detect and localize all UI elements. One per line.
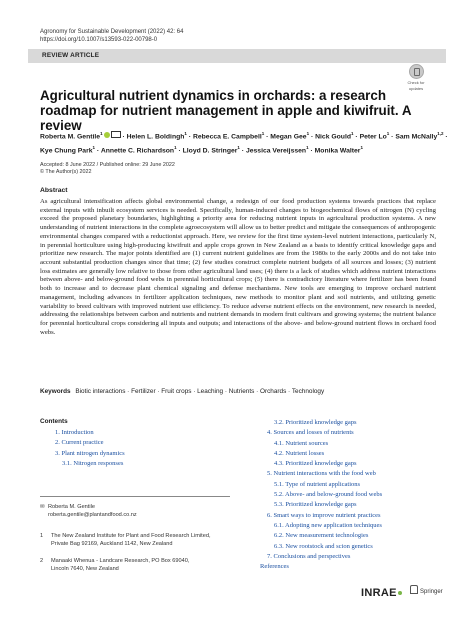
copyright-notice: © The Author(s) 2022 — [40, 169, 92, 175]
author-name[interactable]: Peter Lo — [359, 133, 387, 141]
toc-entry[interactable]: 4. Sources and losses of nutrients — [267, 429, 354, 437]
author-name[interactable]: Helen L. Boldingh — [126, 133, 185, 141]
toc-entry[interactable]: 3. Plant nitrogen dynamics — [55, 449, 125, 457]
affiliation-line: The New Zealand Institute for Plant and Food Research Limited, — [51, 533, 211, 539]
doi-link[interactable]: https://doi.org/10.1007/s13593-022-00798-0 — [40, 37, 158, 43]
article-type: REVIEW ARTICLE — [42, 52, 100, 59]
check-for-updates-badge[interactable] — [403, 64, 429, 91]
author-affiliation-marker: 1 — [306, 144, 309, 150]
keywords — [40, 388, 440, 395]
inrae-wordmark: INRAE — [361, 587, 397, 599]
keywords-list: Biotic interactions · Fertilizer · Fruit crops · Leaching · Nutrients · Orchards · Technology — [75, 388, 325, 395]
author-affiliation-marker: 1 — [261, 131, 265, 136]
toc-entry[interactable]: 5.2. Above- and below-ground food webs — [274, 491, 383, 499]
springer-horse-icon — [410, 585, 418, 594]
author-name[interactable]: Nick Gould — [315, 133, 352, 141]
author-affiliation-marker: 1 — [237, 144, 240, 150]
crossmark-label-2: updates — [408, 86, 424, 91]
toc-entry[interactable]: 6.3. New rootstock and scion genetics — [274, 542, 373, 550]
accepted-published-dates: Accepted: 8 June 2022 / Published online: 29 June 2022 — [40, 162, 175, 168]
author-name[interactable]: Monika Walter — [314, 147, 361, 155]
toc-entry[interactable]: 3.1. Nitrogen responses — [62, 459, 124, 467]
affiliation-line: Lincoln 7640, New Zealand — [51, 566, 119, 572]
author-affiliation-marker: 1 — [306, 131, 310, 136]
affiliation-1 — [40, 532, 211, 548]
abstract-text: As agricultural intensification affects global environmental change, a redesign of our food production systems towards practices that replace external inputs with inbuilt ecosystem services is needed. Specifically, human-induced changes to biogeochemical flows of nitrogen (N) cycling exceed the proposed planetary boundaries, highlighting a priority area for reducing nutrient inputs in agricultural production systems. A new understanding of nutrient interactions in the complete agroecosystem will allow us to better predict and mitigate the consequences of anthropogenic environmental changes compared with a reductionist approach. Here, we review for the first time system-level nutrient interactions, particularly N, in perennial horticulture using high-producing kiwifruit and apple crops grown in New Zealand as a basis to identify critical knowledge gaps and prioritize new research. The major points identified are (1) current nutrient guidelines are from the 1980s to the early 2000s and do not take into account substantial production changes since that time; (2) few studies construct complete nutrient budgets of all sources and losses; (3) nutrient loss estimates are generally low relative to those from other agricultural land uses; (4) there is a lack of studies which address nutrient interactions between above- and below-ground food webs in perennial horticultural crops; (5) there is contradictory literature where fertilizer has been found both to increase and to decrease plant chemical signaling and defense mechanisms. New tools are emerging to improve orchard nutrient management, including advances in fertilizer application techniques, new methods to monitor plant and soil nutrients, and utilizing genetic variability to breed cultivars with improved nutrient use efficiency. To reduce adverse nutrient effects on the environment, new research is needed, addressing the relationships between carbon and nutrients and nutrient demands in modern fruit cultivars and growing systems; the nutrient balance for perennial horticultural crops considering all inputs and outputs; and interactions of the above- and below-ground nutrient flows in orchard food webs. — [40, 198, 436, 336]
author-name[interactable]: Jessica Vereijssen — [245, 147, 307, 155]
toc-column-2 — [260, 418, 382, 572]
correspondence-email[interactable]: roberta.gentile@plantandfood.co.nz — [48, 512, 137, 518]
author-affiliation-marker: 1 — [100, 131, 103, 136]
author-affiliation-marker: 1 — [174, 144, 177, 150]
affiliation-number: 1 — [40, 533, 44, 539]
article-title: Agricultural nutrient dynamics in orchards: a research roadmap for nutrient management in apple and kiwifruit. A review — [40, 88, 412, 133]
author-name[interactable]: Kye Chung Park — [40, 147, 93, 155]
author-list: Roberta M. Gentile$^1$ · Helen L. Boldingh$^1$ · Rebecca E. Campbell$^1$ · Megan Gee$^1$ · Nick Gould$^1$ · Peter $Lo^1$ · Sam McNally$^{1,2}$ · Kye Chung Park$^1$ · Annette C. Richardson$^1$ · Lloyd D. Stringer$^1$ · Jessica Vereijssen$^1$ · Monika Walter$^1$ — [40, 131, 448, 155]
toc-entry[interactable]: 5.1. Type of nutrient applications — [274, 480, 361, 488]
crossmark-icon — [409, 64, 424, 79]
article-dates — [40, 162, 175, 176]
envelope-icon: ✉ — [40, 504, 45, 510]
crossmark-label-1: Check for — [407, 80, 425, 85]
author-name[interactable]: Roberta M. Gentile — [40, 133, 101, 141]
affiliation-2 — [40, 557, 189, 573]
toc-entry[interactable]: 5. Nutrient interactions with the food web — [267, 470, 376, 478]
author-affiliation-marker: 1 — [360, 144, 363, 150]
toc-entry[interactable]: 6. Smart ways to improve nutrient practices — [267, 511, 381, 519]
journal-citation: Agronomy for Sustainable Development (2022) 42: 64 — [40, 29, 184, 35]
author-affiliation-marker: 1 — [92, 144, 96, 150]
author-name[interactable]: Sam McNally — [395, 133, 438, 141]
affiliation-number: 2 — [40, 558, 44, 564]
springer-logo — [410, 585, 443, 595]
author-name[interactable]: Rebecca E. Campbell — [192, 133, 262, 141]
toc-column-1 — [48, 428, 125, 469]
journal-header — [40, 28, 183, 44]
springer-wordmark: Springer — [420, 589, 443, 595]
inrae-dot-icon — [398, 591, 402, 595]
toc-entry[interactable]: 3.2. Prioritized knowledge gaps — [274, 419, 357, 426]
author-name[interactable]: Lloyd D. Stringer — [182, 147, 238, 155]
author-affiliation-marker: 1,2 — [437, 131, 444, 136]
toc-entry[interactable]: 2. Current practice — [55, 439, 104, 447]
toc-entry[interactable]: 5.3. Prioritized knowledge gaps — [274, 501, 357, 509]
correspondence — [40, 503, 137, 519]
toc-entry[interactable]: 4.2. Nutrient losses — [274, 449, 325, 457]
inrae-logo — [361, 583, 402, 597]
affiliation-line: Private Bag 92169, Auckland 1142, New Zealand — [51, 541, 173, 547]
toc-entry[interactable]: 4.1. Nutrient sources — [274, 439, 329, 447]
abstract-heading: Abstract — [40, 187, 68, 194]
toc-entry[interactable]: References — [260, 563, 289, 571]
footnote-divider — [40, 496, 230, 497]
affiliation-line: Manaaki Whenua - Landcare Research, PO Box 69040, — [51, 558, 190, 564]
correspondence-name: Roberta M. Gentile — [48, 504, 95, 510]
toc-entry[interactable]: 7. Conclusions and perspectives — [267, 552, 351, 560]
contents-heading: Contents — [40, 418, 68, 425]
author-name[interactable]: Annette C. Richardson — [100, 147, 175, 155]
author-affiliation-marker: 1 — [184, 131, 187, 136]
orcid-icon[interactable] — [104, 132, 110, 138]
toc-entry[interactable]: 4.3. Prioritized knowledge gaps — [274, 460, 357, 468]
toc-entry[interactable]: 6.2. New measurement technologies — [274, 532, 369, 540]
author-affiliation-marker: 1 — [386, 131, 390, 136]
email-icon[interactable] — [111, 131, 121, 138]
toc-entry[interactable]: 1. Introduction — [55, 429, 94, 436]
keywords-label: Keywords — [40, 388, 71, 395]
toc-entry[interactable]: 6.1. Adopting new application techniques — [274, 521, 382, 529]
author-name[interactable]: Megan Gee — [270, 133, 307, 141]
author-affiliation-marker: 1 — [351, 131, 354, 136]
article-type-banner — [28, 49, 446, 63]
